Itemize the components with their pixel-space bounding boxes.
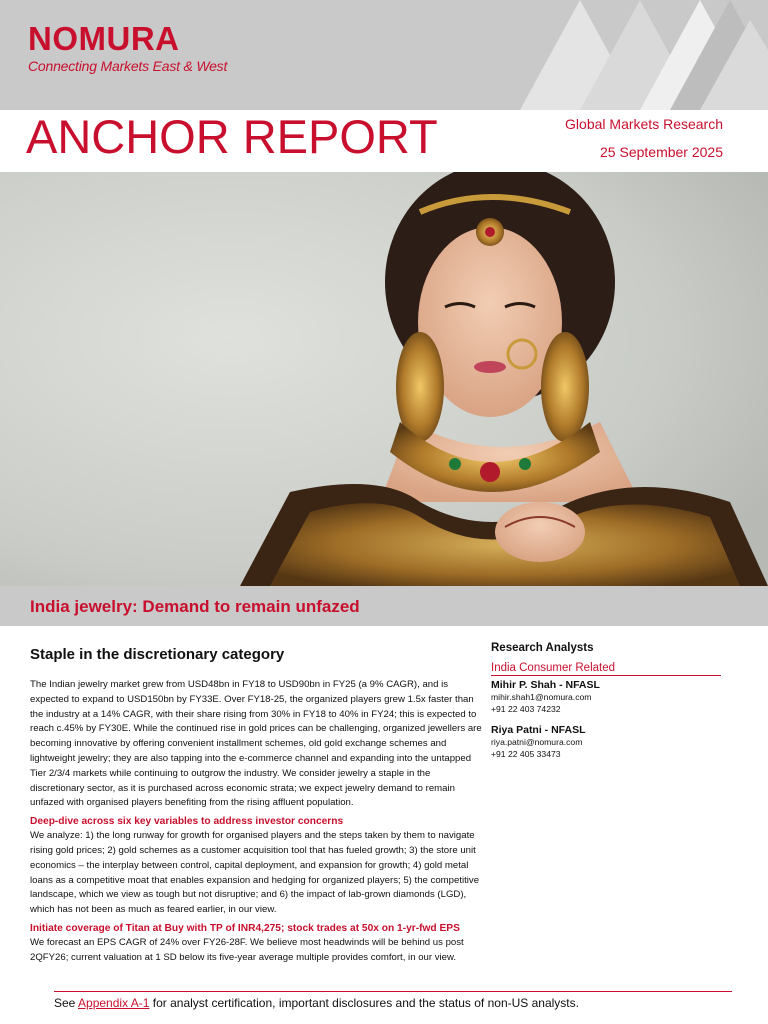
footer-note [54,996,579,1010]
sector-label: India Consumer Related [491,662,721,676]
subheading-deep-dive: Deep-dive across six key variables to address investor concerns [30,816,344,828]
analysis-paragraph: We analyze: 1) the long runway for growth for organised players and the steps taken by them to navigate rising gold prices; 2) gold schemes as a customer acquisition tool that has fueled growth; 3) the store unit economics – the interplay between control, capital deployment, and expansion for growth; 4) gold metal loans as a competitive moat that enables expansion and hedging for organized players; 5) the competitive landscape, which we view as tough but not disruptive; and 6) the impact of lab-grown diamonds (LGD), which has not been as much as feared earlier, in our view. [30,830,480,916]
report-title: ANCHOR REPORT [26,110,438,163]
analyst-name: Riya Patni - NFASL [491,724,586,736]
division-label: Global Markets Research [565,116,723,132]
analyst-email[interactable]: riya.patni@nomura.com [491,737,583,747]
report-date: 25 September 2025 [600,144,723,160]
analysts-heading: Research Analysts [491,642,594,654]
analyst-phone: +91 22 403 74232 [491,704,561,714]
analyst-sidebar [491,642,721,760]
analyst-email[interactable]: mihir.shah1@nomura.com [491,692,592,702]
footer-prefix: See [54,996,76,1010]
report-subtitle: India jewelry: Demand to remain unfazed [30,597,360,616]
analyst-phone: +91 22 405 33473 [491,749,561,759]
main-body [30,678,485,966]
analyst-name: Mihir P. Shah - NFASL [491,679,600,691]
footer-divider [54,991,732,992]
brand-name: NOMURA [28,20,180,57]
forecast-paragraph: We forecast an EPS CAGR of 24% over FY26-28F. We believe most headwinds will be behind us post 2QFY26; current valuation at 1 SD below its five-year average multiple provides comfort, in our view. [30,936,464,963]
nomura-logo [28,22,227,74]
brand-tagline: Connecting Markets East & West [28,58,228,74]
intro-paragraph: The Indian jewelry market grew from USD48bn in FY18 to USD90bn in FY25 (a 9% CAGR), and is expected to expand to USD150bn by FY33E. Over FY18-25, the organized players grew 1.5x faster than the industry at a 14% CAGR, with their share rising from 30% in FY18 to 40% in FY24; this is expected to reach c.45% by FY30E. While the continued rise in gold prices can be challenging, organized jewellers are becoming innovative by offering convenient installment schemes, old gold exchange schemes and lightweight jewelry; they are also tapping into the e-commerce channel and expanding into the untapped Tier 2/3/4 markets while continuing to outgrow the industry. We consider jewelry a staple in the discretionary sector, as it is purchased across economic strata; we expect jewelry demand to remain unfazed with organised players benefiting from the rising affluent population. [30,679,482,809]
jewelry-model-illustration [0,172,768,586]
footer-suffix: for analyst certification, important disclosures and the status of non-US analysts. [152,996,579,1010]
subheading-titan: Initiate coverage of Titan at Buy with TP of INR4,275; stock trades at 50x on 1-yr-fwd EPS [30,922,460,934]
section-heading: Staple in the discretionary category [30,646,285,663]
hero-image [0,172,768,586]
decorative-triangles [520,0,768,110]
appendix-link[interactable]: Appendix A-1 [78,996,150,1010]
